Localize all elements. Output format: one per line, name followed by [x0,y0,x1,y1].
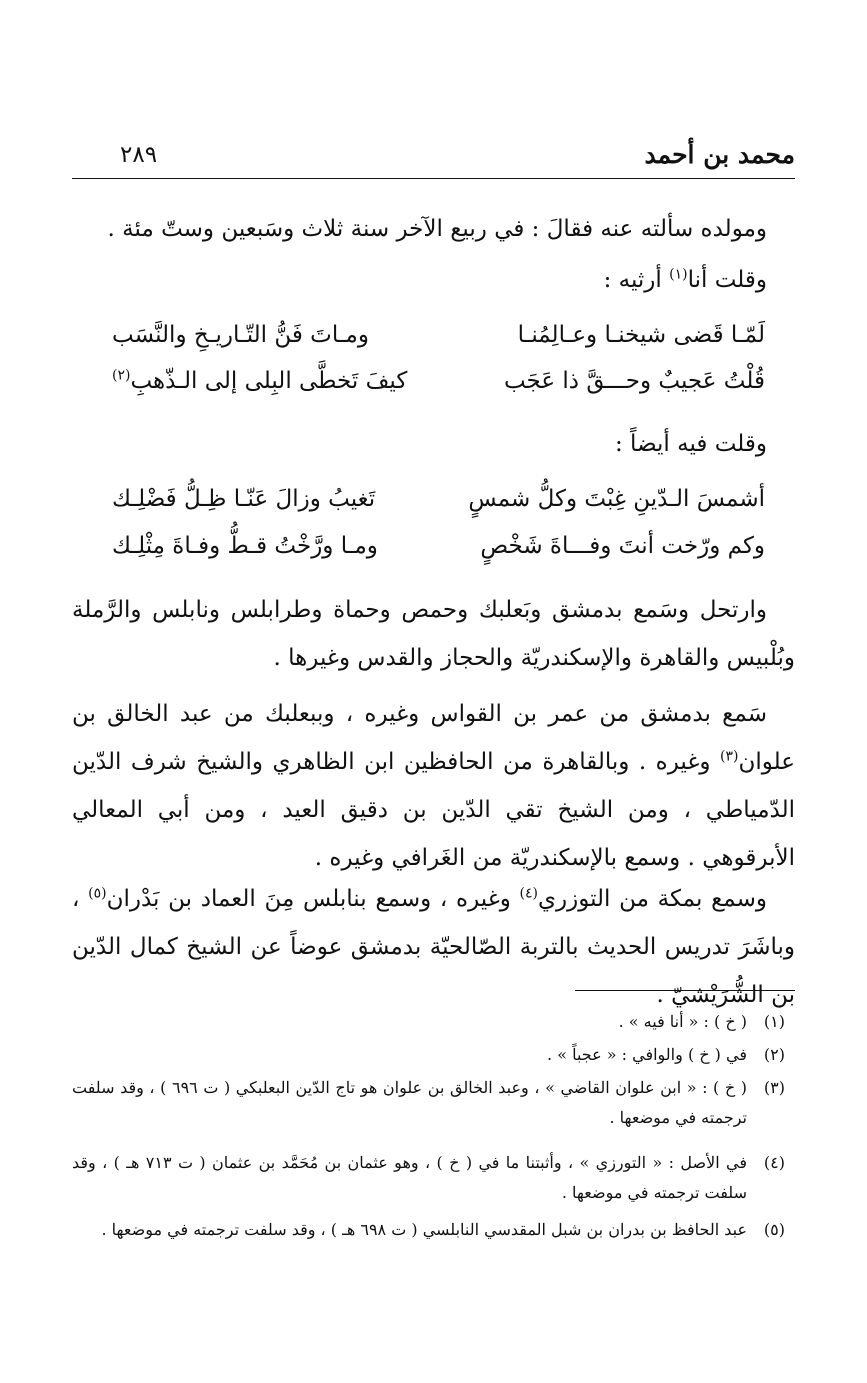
paragraph-text: وارتحل وسَمع بدمشق وبَعلبك وحمص وحماة وطرابلس ونابلس والرَّملة وبُلْبيس والقاهرة والإسكندريّة والحجاز والقدس وغيرها . [72,597,795,671]
paragraph-text: وقلت أنا [687,267,767,293]
page-number: ٢٨٩ [120,142,158,168]
footnote-number: (٣) [763,1078,785,1097]
paragraph-birth [72,205,795,253]
header-divider [72,178,795,179]
paragraph-travels [72,586,795,682]
footnote-number: (٤) [763,1153,785,1172]
paragraph-teaching [72,875,795,1019]
verse-line [72,533,795,577]
verse-line [72,486,795,530]
footnote [72,1215,795,1245]
verse-hemistich: ومـا ورَّخْتُ قـطُّ وفـاةَ مِثْلِـك [112,533,378,559]
paragraph-text: أرثيه : [603,267,670,293]
running-header [72,140,795,180]
footnote-text: في ( خ ) والوافي : « عجباً » . [547,1045,747,1064]
chapter-title: محمد بن أحمد [644,140,795,169]
footnote-text: ( خ ) : « ابن علوان القاضي » ، وعبد الخالق بن علوان هو تاج الدّين البعلبكي ( ت ٦٩٦ ) ، وقد سلفت ترجمته في موضعها . [72,1078,748,1127]
footnote-number: (١) [763,1012,785,1031]
paragraph-text: وغيره . وبالقاهرة من الحافظين ابن الظاهري والشيخ شرف الدّين الدّمياطي ، ومن الشيخ تقي الدّين بن دقيق العيد ، ومن أبي المعالي الأبرقوهي . وسمع بالإسكندريّة من الغَرافي وغيره . [72,749,795,871]
footnote-marker[interactable]: (١) [669,266,688,283]
footnote-number: (٥) [763,1220,785,1239]
verse-hemistich: لَمّـا قَضى شيخنـا وعـالِمُنـا [517,322,765,348]
footnote-text: ( خ ) : « أنا فيه » . [618,1012,747,1031]
footnote [72,1040,795,1070]
verse-line [72,368,795,412]
footnote-text: في الأصل : « التورزي » ، وأثبتنا ما في ( خ ) ، وهو عثمان بن مُحَمَّد بن عثمان ( ت ٧١٣ هـ ) ، وقد سلفت ترجمته في موضعها . [72,1153,747,1202]
paragraph-elegy-intro [72,256,795,304]
footnote-divider [575,990,795,991]
verse-hemistich: وكم ورّخت أنتَ وفـــاةَ شَخْصٍ [480,533,765,559]
footnote [72,1073,795,1133]
paragraph-text: وغيره ، وسمع بنابلس مِنَ العماد بن بَدْران [106,886,520,912]
footnote-marker[interactable]: (٢) [112,367,131,384]
verse-hemistich: تَغيبُ وزالَ عَنّـا ظِـلُّ فَضْلِـك [112,486,376,512]
paragraph-text: وقلت فيه أيضاً : [615,431,767,457]
footnote [72,1148,795,1208]
footnote-text: عبد الحافظ بن بدران بن شبل المقدسي النابلسي ( ت ٦٩٨ هـ ) ، وقد سلفت ترجمته في موضعها . [101,1220,747,1239]
paragraph-teachers [72,690,795,882]
footnote-number: (٢) [763,1045,785,1064]
verse-hemistich: ومـاتَ فَنُّ التّـاريـخِ والنَّسَب [112,322,369,348]
verse-hemistich: أشمسَ الـدّينِ غِبْتَ وكلُّ شمسٍ [468,486,765,512]
paragraph-text: وسمع بمكة من التوزري [538,886,767,912]
paragraph-text: ومولده سألته عنه فقالَ : في ربيع الآخر سنة ثلاث وسَبعين وستّ مئة . [107,216,767,242]
verse-line [72,322,795,366]
verse-hemistich: كيفَ تَخطَّى البِلى إلى الـذّهبِ$^{(٢)}$ [112,367,408,394]
footnote-marker[interactable]: (٤) [519,885,539,902]
paragraph-text: سَمع بدمشق من عمر بن القواس وغيره ، وببعلبك من عبد الخالق بن علوان [72,701,795,775]
verse-hemistich: قُلْتُ عَجيبٌ وحـــقَّ ذا عَجَب [503,368,765,394]
paragraph-second-elegy-intro [72,420,795,468]
footnote-marker[interactable]: (٣) [720,748,739,765]
footnote [72,1007,795,1037]
footnote-marker[interactable]: (٥) [88,885,107,902]
paragraph-text: ، وباشَرَ تدريس الحديث بالتربة الصّالحيّة بدمشق عوضاً عن الشيخ كمال الدّين بن الشُّرَيْشيّ . [72,886,795,1008]
